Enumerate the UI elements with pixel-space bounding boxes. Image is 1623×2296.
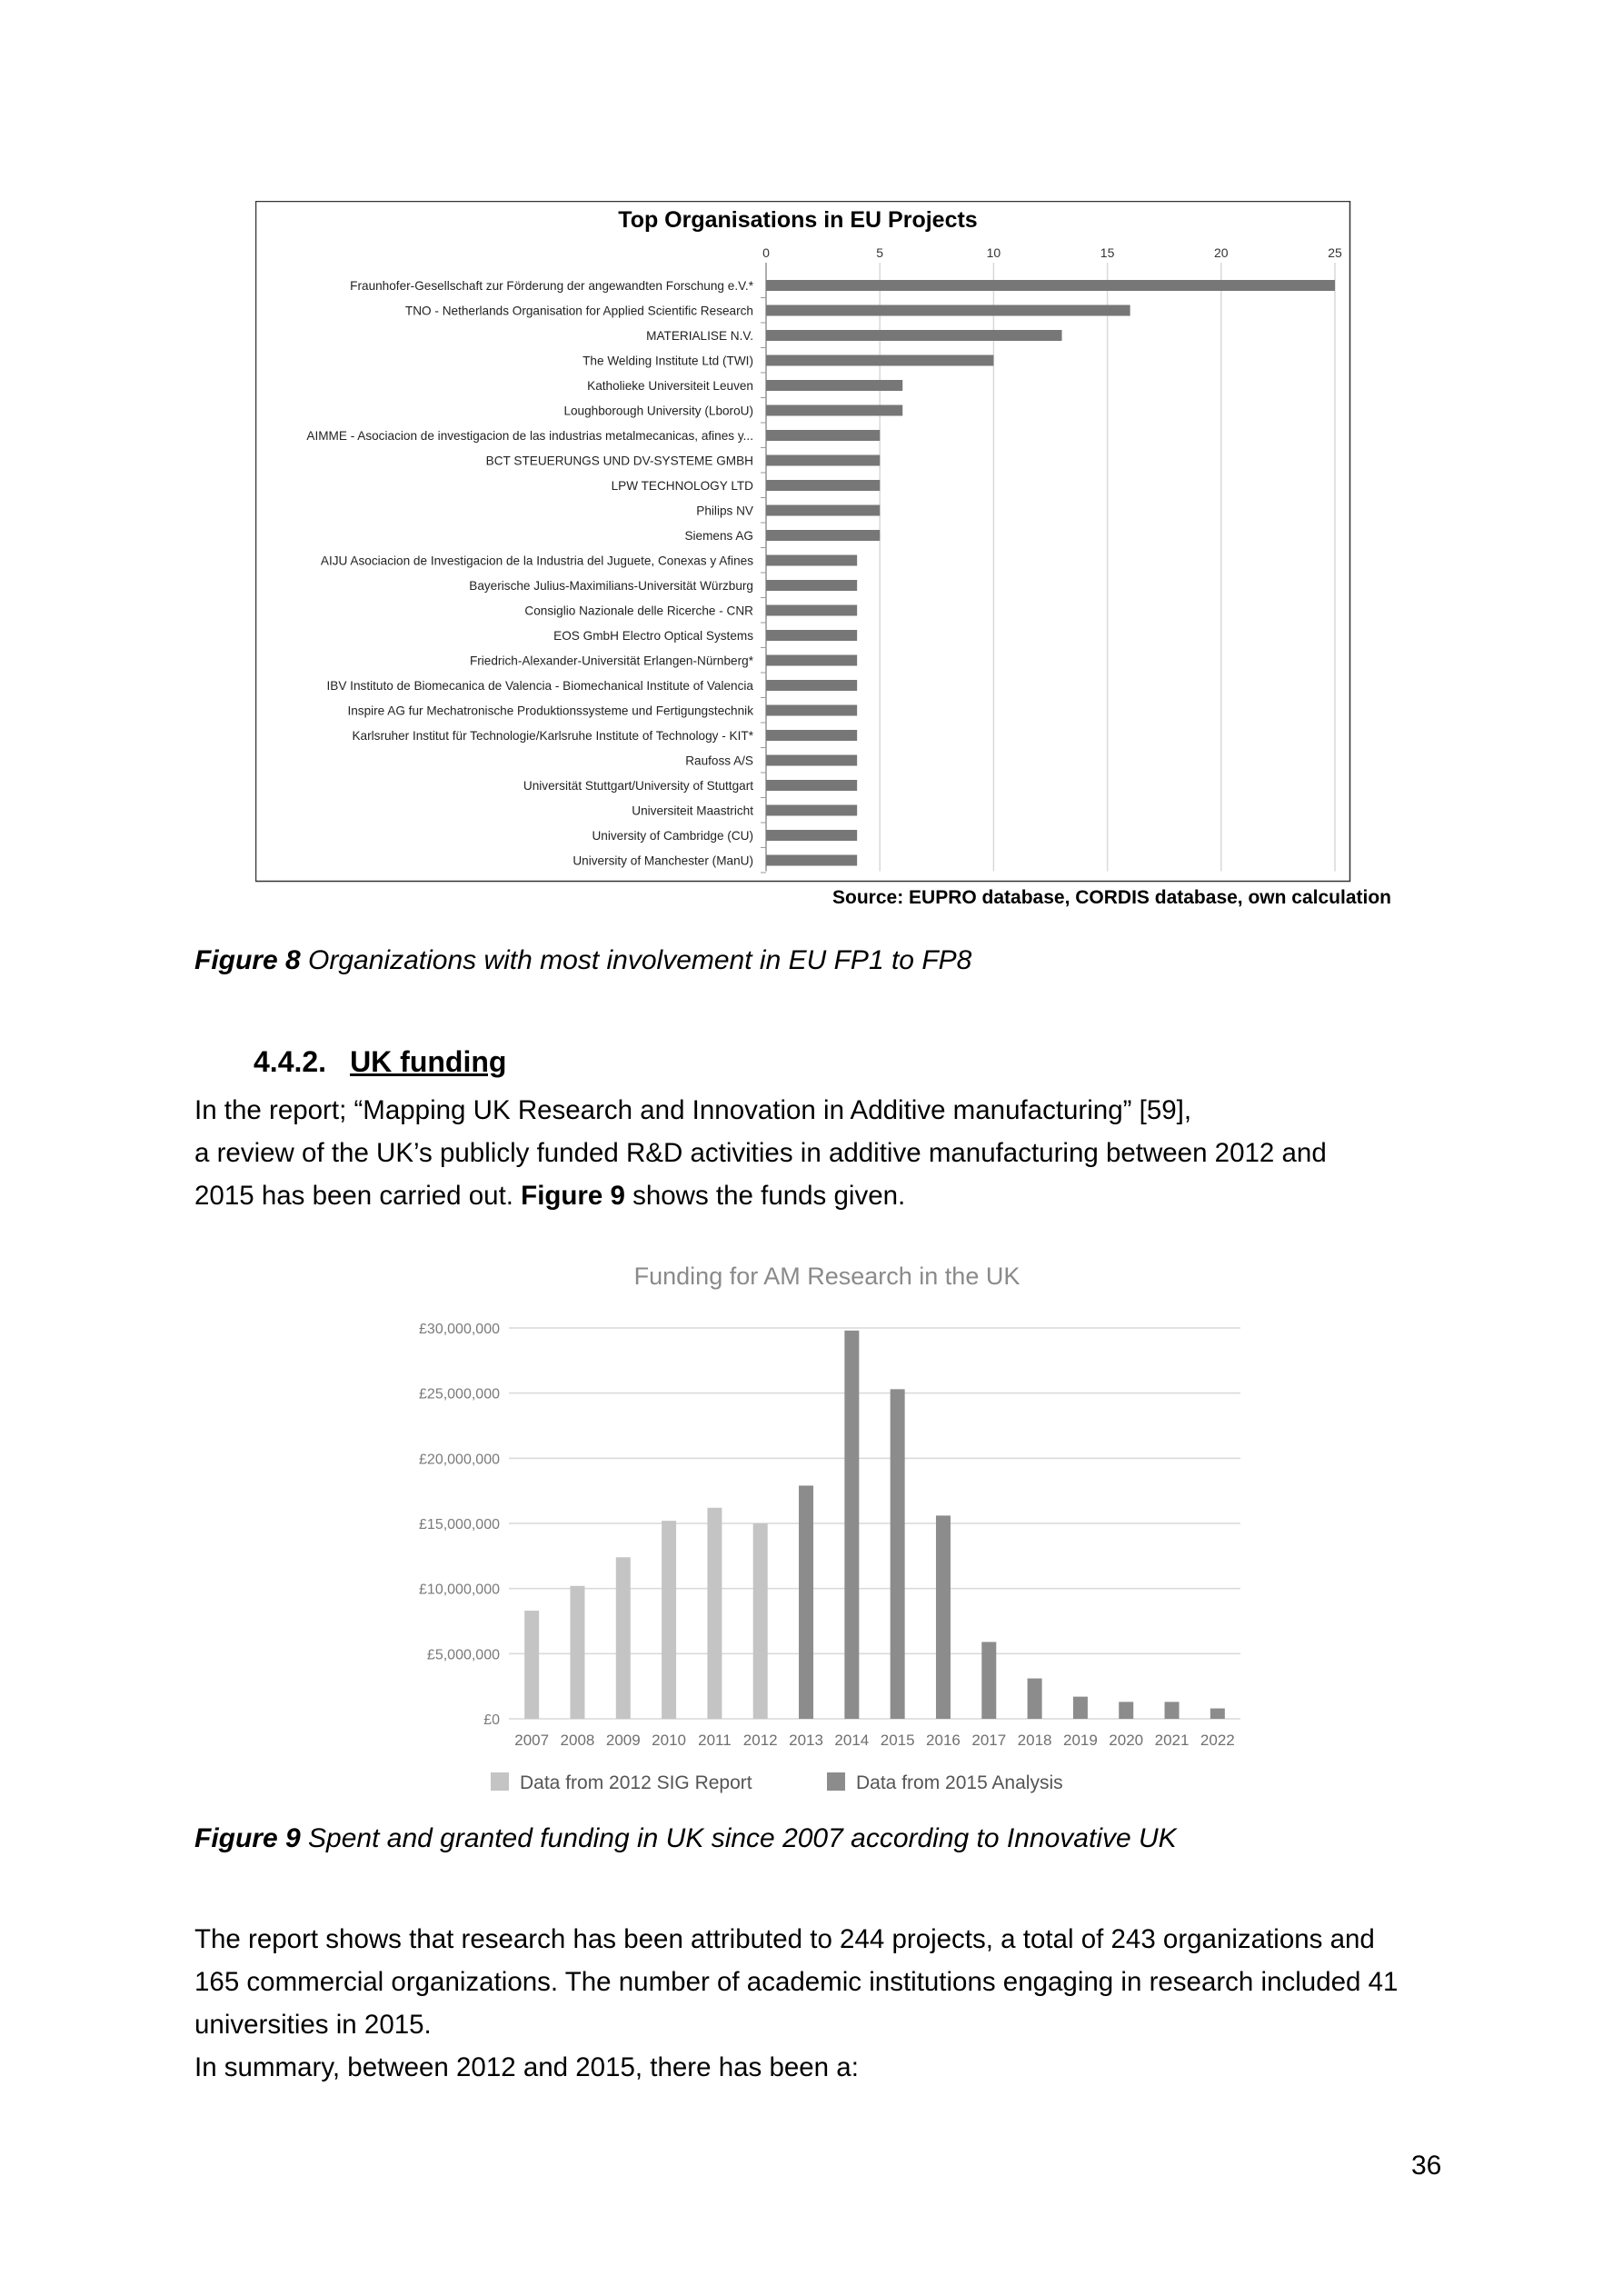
paragraph-line: In the report; “Mapping UK Research and Innovation in Additive manufacturing” [59], — [194, 1095, 1192, 1125]
bar — [799, 1485, 813, 1719]
category-label: AIJU Asociacion de Investigacion de la Industria del Juguete, Conexas y Afines — [320, 554, 753, 568]
bar — [766, 755, 857, 766]
bar — [766, 655, 857, 666]
y-tick-label: £20,000,000 — [419, 1452, 500, 1468]
y-tick-label: £10,000,000 — [419, 1582, 500, 1598]
bar — [766, 430, 880, 441]
x-tick-label: 20 — [1214, 245, 1229, 260]
bar — [766, 855, 857, 866]
x-tick-label: 2018 — [1017, 1732, 1052, 1749]
y-tick-label: £30,000,000 — [419, 1322, 500, 1337]
bar — [766, 480, 880, 491]
category-label: BCT STEUERUNGS UND DV-SYSTEME GMBH — [485, 454, 753, 468]
bar — [662, 1521, 676, 1719]
category-label: MATERIALISE N.V. — [646, 329, 753, 343]
bar — [766, 405, 902, 416]
paragraph-line — [194, 1174, 1467, 1217]
figure-8-text: Organizations with most involvement in EU FP1 to FP8 — [300, 945, 972, 975]
x-tick-label: 2021 — [1154, 1732, 1190, 1749]
category-label: EOS GmbH Electro Optical Systems — [553, 629, 753, 643]
bar — [753, 1523, 768, 1719]
bar — [766, 580, 857, 591]
paragraph-line: universities in 2015. — [194, 2010, 432, 2040]
legend-swatch — [827, 1772, 845, 1791]
y-tick-label: £15,000,000 — [419, 1517, 500, 1532]
paragraph-summary — [194, 1918, 1467, 2089]
bar — [766, 555, 857, 566]
bar — [766, 505, 880, 516]
text-run: shows the funds given. — [624, 1181, 906, 1211]
x-tick-label: 2013 — [789, 1732, 823, 1749]
bar — [844, 1331, 859, 1719]
figure-reference: Figure 9 — [521, 1181, 625, 1211]
category-label: IBV Instituto de Biomecanica de Valencia - Biomechanical Institute of Valencia — [326, 679, 753, 693]
category-label: TNO - Netherlands Organisation for Applied Scientific Research — [404, 304, 753, 318]
section-title: UK funding — [350, 1045, 507, 1078]
x-tick-label: 2012 — [742, 1732, 778, 1749]
page-number: 36 — [1411, 2151, 1442, 2181]
x-tick-label: 2007 — [514, 1732, 550, 1749]
x-tick-label: 0 — [762, 245, 770, 260]
bar — [1119, 1702, 1133, 1719]
category-label: Consiglio Nazionale delle Ricerche - CNR — [524, 604, 753, 618]
category-label: University of Cambridge (CU) — [592, 829, 753, 843]
x-tick-label: 2016 — [926, 1732, 961, 1749]
chart-source-note: Source: EUPRO database, CORDIS database, own calculation — [832, 887, 1391, 908]
bar — [766, 730, 857, 741]
category-label: Universiteit Maastricht — [632, 804, 753, 818]
paragraph-line: a review of the UK’s publicly funded R&D activities in additive manufacturing between 2012 and — [194, 1138, 1327, 1168]
bar — [707, 1508, 722, 1719]
category-label: University of Manchester (ManU) — [573, 854, 753, 868]
chart-title: Funding for AM Research in the UK — [633, 1263, 1021, 1290]
category-label: AIMME - Asociacion de investigacion de las industrias metalmecanicas, afines y... — [306, 429, 753, 443]
bar — [1028, 1679, 1042, 1719]
bar — [766, 305, 1130, 316]
text-run: 2015 has been carried out. — [194, 1181, 522, 1211]
bar — [766, 680, 857, 691]
bar — [766, 355, 993, 366]
bar — [616, 1557, 631, 1719]
figure-8-label: Figure 8 — [194, 945, 301, 975]
bar — [766, 280, 1335, 291]
chart-title: Top Organisations in EU Projects — [618, 207, 978, 233]
x-tick-label: 2010 — [652, 1732, 687, 1749]
bar — [766, 530, 880, 541]
y-tick-label: £5,000,000 — [426, 1647, 500, 1663]
y-tick-label: £0 — [483, 1712, 500, 1728]
bar — [766, 330, 1062, 341]
figure-9-text: Spent and granted funding in UK since 2007 according to Innovative UK — [300, 1823, 1177, 1853]
x-tick-label: 2008 — [560, 1732, 595, 1749]
bar — [766, 380, 902, 391]
x-tick-label: 2009 — [605, 1732, 641, 1749]
legend-swatch — [491, 1772, 509, 1791]
category-label: Siemens AG — [684, 529, 753, 543]
paragraph-line: The report shows that research has been attributed to 244 projects, a total of 243 organizations and — [194, 1924, 1375, 1954]
bar — [981, 1642, 996, 1719]
category-label: Katholieke Universiteit Leuven — [587, 379, 753, 393]
x-tick-label: 25 — [1328, 245, 1342, 260]
x-tick-label: 2017 — [971, 1732, 1007, 1749]
category-label: Fraunhofer-Gesellschaft zur Förderung der angewandten Forschung e.V.* — [350, 279, 753, 293]
category-label: Universität Stuttgart/University of Stuttgart — [523, 779, 753, 793]
bar — [570, 1586, 584, 1719]
category-label: The Welding Institute Ltd (TWI) — [582, 354, 753, 368]
section-number: 4.4.2. — [254, 1045, 327, 1078]
paragraph-line: 165 commercial organizations. The number of academic institutions engaging in research included 41 — [194, 1967, 1399, 1997]
x-tick-label: 10 — [986, 245, 1001, 260]
figure-9-caption — [194, 1823, 1177, 1854]
bar — [766, 705, 857, 716]
category-label: Friedrich-Alexander-Universität Erlangen-Nürnberg* — [469, 654, 753, 668]
x-tick-label: 15 — [1100, 245, 1115, 260]
bar — [766, 805, 857, 816]
section-heading — [254, 1045, 506, 1079]
category-label: Inspire AG fur Mechatronische Produktionssysteme und Fertigungstechnik — [347, 704, 753, 718]
category-label: Bayerische Julius-Maximilians-Universität Würzburg — [469, 579, 753, 593]
x-tick-label: 2011 — [698, 1732, 732, 1749]
category-label: Loughborough University (LboroU) — [563, 404, 753, 418]
bar — [1210, 1709, 1225, 1719]
bar — [766, 630, 857, 641]
bar — [766, 830, 857, 841]
bar — [766, 605, 857, 616]
bar — [766, 780, 857, 791]
x-tick-label: 2014 — [834, 1732, 870, 1749]
bar — [936, 1515, 951, 1719]
paragraph-intro — [194, 1089, 1467, 1217]
bar — [1073, 1697, 1088, 1719]
category-label: Karlsruher Institut für Technologie/Karlsruhe Institute of Technology - KIT* — [352, 729, 753, 743]
top-organisations-chart — [255, 201, 1351, 883]
x-tick-label: 2015 — [880, 1732, 915, 1749]
bar — [891, 1389, 905, 1719]
category-label: Philips NV — [696, 504, 753, 518]
paragraph-line: In summary, between 2012 and 2015, there has been a: — [194, 2052, 859, 2082]
legend-label: Data from 2015 Analysis — [856, 1772, 1063, 1793]
legend-label: Data from 2012 SIG Report — [520, 1772, 752, 1793]
y-tick-label: £25,000,000 — [419, 1386, 500, 1403]
x-tick-label: 2019 — [1062, 1732, 1098, 1749]
figure-9-label: Figure 9 — [194, 1823, 301, 1853]
figure-8-caption — [194, 945, 971, 976]
bar — [524, 1611, 539, 1719]
x-tick-label: 2022 — [1200, 1732, 1235, 1749]
uk-funding-chart — [363, 1245, 1263, 1809]
x-tick-label: 2020 — [1109, 1732, 1144, 1749]
category-label: Raufoss A/S — [685, 754, 753, 768]
category-label: LPW TECHNOLOGY LTD — [611, 479, 753, 493]
bar — [766, 455, 880, 466]
bar — [1165, 1702, 1180, 1719]
x-tick-label: 5 — [876, 245, 884, 260]
